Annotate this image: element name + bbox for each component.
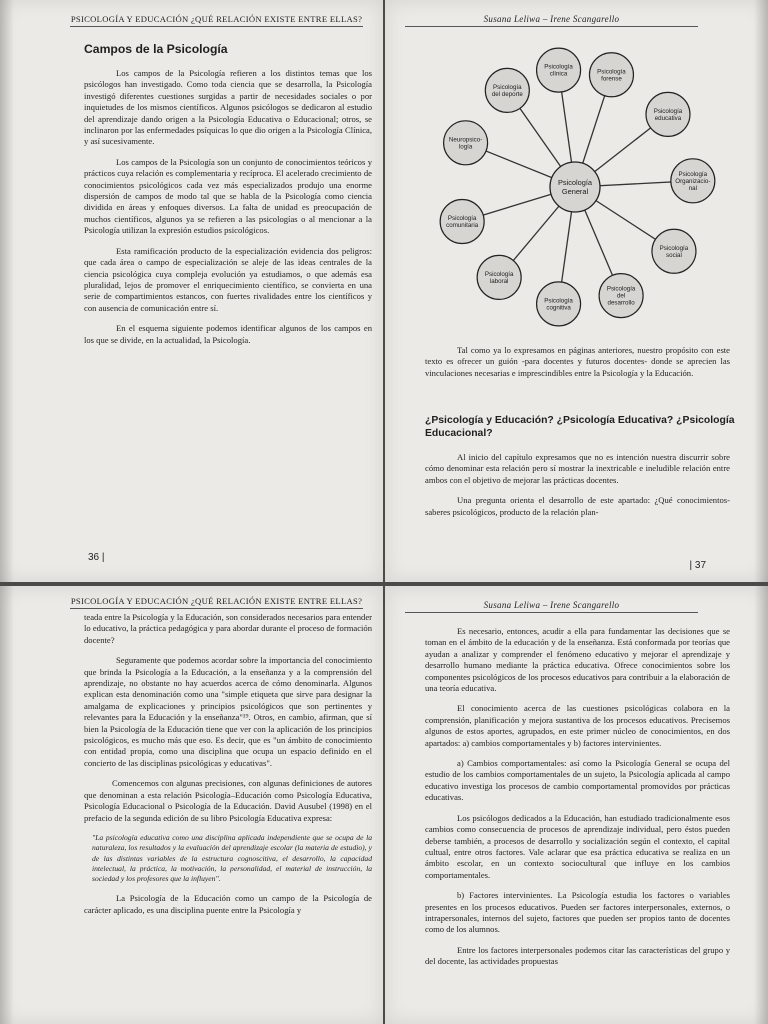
paragraph: En el esquema siguiente podemos identificar algunos de los campos en los que se divide, en la actualidad, la Psicología.	[84, 323, 372, 345]
node-label: Psicología	[653, 107, 683, 115]
node-label: social	[666, 251, 682, 259]
paragraph: El conocimiento acerca de las cuestiones psicológicas colabora en la comprensión, planificación y mejora sustantiva de los procesos educativos. Precisemos algunos de estos aportes, agrupados, en este primer núcleo de conocimientos, en dos apartados: a) cambios comportamentales y b) factores intervinientes.	[425, 703, 730, 748]
page-38	[0, 586, 383, 1024]
paragraph: Una pregunta orienta el desarrollo de este apartado: ¿Qué conocimientos-saberes psicológicos, producto de la relación plan-	[425, 495, 730, 517]
running-header: Susana Leliwa – Irene Scangarello	[405, 600, 698, 613]
page-36	[0, 0, 383, 582]
node-label: Psicología	[544, 297, 573, 305]
intro-text	[425, 345, 730, 388]
node-label: Organizacio-	[675, 177, 711, 185]
paragraph: Los psicólogos dedicados a la Educación, han estudiado tradicionalmente esos cambios como consecuencia de procesos de aprendizaje individual, pero éstos pueden deberse también, a procesos de desarrollo y socialización según el contexto, el capital cultual, entre otros factores. Vale aclarar que esa práctica educativa se realiza en un ámbito escolar, en un contexto sociocultural que influye en los cambios comportamentales.	[425, 812, 730, 880]
quote: "La psicología educativa como una disciplina aplicada independiente que se ocupa de la naturaleza, los resultados y la evaluación del aprendizaje escolar (la materia de estudio), y de las distintas variables de la estructura cognoscitiva, el desarrollo, la capacidad intelectual, la práctica, la motivación, la personalidad, el material de instrucción, la sociedad y los profesores que la influyen".	[92, 832, 372, 884]
center-node-label: Psicología	[557, 178, 593, 187]
page-number: | 37	[689, 560, 706, 571]
scan-shadow	[754, 0, 768, 582]
section-title: Campos de la Psicología	[84, 42, 228, 56]
node-label: Psicología	[678, 170, 708, 178]
running-header: PSICOLOGÍA Y EDUCACIÓN ¿QUÉ RELACIÓN EXISTE ENTRE ELLAS?	[70, 14, 363, 27]
diagram-node	[671, 159, 715, 203]
diagram-node	[485, 68, 529, 112]
page-39	[385, 586, 768, 1024]
node-label: Neuropsico-	[448, 136, 483, 144]
node-label: Psicología	[484, 270, 514, 278]
node-label: forense	[601, 75, 622, 83]
diagram-node	[440, 199, 484, 243]
psychology-fields-diagram	[425, 42, 735, 332]
node-label: Psicología	[659, 244, 689, 252]
paragraph: Los campos de la Psicología son un conjunto de conocimientos teóricos y prácticos cuya relación es complementaria y recíproca. El acelerado crecimiento de conocimientos psicológicos cada vez más especializados produjo una enorme dispersión de campos de modo tal que se habla de la Psicología como ciencia dividida en áreas y enfoques diversos. La falta de unidad es preocupación de muchos científicos, algunos ya se refieren a las psicologías o al mencionar a la Psicología utilizan la expresión estudios psicológicos.	[84, 156, 372, 236]
node-label: Psicología	[447, 214, 477, 222]
paragraph: Los campos de la Psicología refieren a los distintos temas que los psicólogos han investigado. Como toda ciencia que se desarrolla, la Psicología investigó diferentes cuestiones surgidas a partir de necesidades sociales o por inquietudes de los mismos científicos. Algunos psicólogos se dedicaron al estudio del aprendizaje dando origen a la Psicología Educativa o Educacional; otros, se inclinaron por las enfermedades psíquicas lo que dio origen a la Psicología Clínica, y así sucesivamente.	[84, 68, 372, 147]
diagram-node	[599, 274, 643, 318]
scan-shadow	[0, 0, 14, 582]
node-label: del deporte	[491, 90, 523, 98]
paragraph: Tal como ya lo expresamos en páginas anteriores, nuestro propósito con este texto es ofrecer un guión -para docentes y futuros docentes- donde se aprecien las vinculaciones necesarias e imprescindibles entre la Psicología y la Educación.	[425, 345, 730, 378]
paragraph: a) Cambios comportamentales: así como la Psicología General se ocupa del estudio de los cambios comportamentales de un sujeto, la Psicología aplicada al campo educativo investiga los procesos de cambio comportamental promovidos por prácticas educativas.	[425, 758, 730, 803]
node-label: desarrollo	[607, 299, 635, 307]
node-label: nal	[688, 184, 697, 192]
diagram-node	[537, 48, 581, 92]
node-label: del	[616, 292, 626, 300]
paragraph: Es necesario, entonces, acudir a ella para fundamentar las decisiones que se toman en el ámbito de la educación y de la enseñanza. Está conformada por teorías que ayudan a analizar y comprender el fenómeno educativo y mejorar el aprendizaje y desarrollo humano mediante la práctica educativa. Ofrece conocimientos sobre los componentes psicológicos de los procesos educativos para contribuir a la elaboración de una teoría educativa.	[425, 626, 730, 694]
body-text	[425, 452, 730, 527]
paragraph: Comencemos con algunas precisiones, con algunas definiciones de autores que denominan a esta relación Psicología–Educación como Psicología Educativa, Psicología Educacional o Psicología de la Educación. David Ausubel (1998) en el prefacio de la segunda edición de su libro Psicología Educativa expresa:	[84, 778, 372, 823]
diagram-node	[537, 282, 581, 326]
paragraph: Esta ramificación producto de la especialización evidencia dos peligros: que cada área o campo de especialización se aleje de las ideas centrales de la ciencia psicológica cuya compleja evolución ya estudiamos, o que además esa pluralidad, lejos de promover el enriquecimiento científico, se convierta en una serie de compartimientos estancos, con fuertes rivalidades entre los científicos y con ausencia de comunicación entre sí.	[84, 245, 372, 313]
diagram-center	[550, 162, 600, 212]
node-label: Psicología	[597, 68, 626, 76]
node-label: cognitiva	[546, 304, 571, 312]
running-header: PSICOLOGÍA Y EDUCACIÓN ¿QUÉ RELACIÓN EXISTE ENTRE ELLAS?	[70, 596, 363, 609]
paragraph: Seguramente que podemos acordar sobre la importancia del conocimiento que brinda la Psicología a la Educación, a la enseñanza y a la comprensión del aprendizaje, no obstante no hay acuerdos acerca de cómo denominarla. Algunos explican esta denominación como una "simple etiqueta que sirve para designar la amalgama de explicaciones y principios psicológicos que son pertinentes y relevantes para la Educación y la enseñanza"¹⁹. Otros, en cambio, afirman, que sí bien la Psicología de la Educación tiene que ver con la aplicación de los principios psicológicos, es mucho más que eso. Es decir, que es "un ámbito de conocimiento con entidad propia, como una disciplina que ocupa un espacio definido en el concierto de las disciplinas psicológicas y educativas".	[84, 655, 372, 768]
node-label: clínica	[549, 70, 568, 78]
page-number: 36 |	[88, 552, 105, 563]
diagram-node	[477, 255, 521, 299]
paragraph: teada entre la Psicología y la Educación, son considerados necesarios para entender lo educativo, la práctica pedagógica y para abordar durante el proceso de formación docente?	[84, 612, 372, 645]
scan-shadow	[0, 586, 14, 1024]
node-label: Psicología	[606, 285, 636, 293]
body-text	[84, 612, 372, 925]
paragraph: La Psicología de la Educación como un campo de la Psicología de carácter aplicado, es una disciplina puente entre la Psicología y	[84, 893, 372, 915]
diagram-node	[444, 121, 488, 165]
body-text	[425, 626, 730, 977]
node-label: educativa	[654, 114, 682, 122]
body-text	[84, 68, 372, 355]
diagram-node	[652, 229, 696, 273]
diagram-node	[646, 92, 690, 136]
paragraph: Entre los factores interpersonales podemos citar las características del grupo y del docente, las actividades propuestas	[425, 944, 730, 967]
node-label: logía	[458, 143, 473, 151]
center-node-label: General	[561, 187, 589, 196]
node-label: comunitaria	[446, 221, 479, 229]
paragraph: b) Factores intervinientes. La Psicología estudia los factores o variables presentes en los procesos educativos. Pueden ser factores interpersonales, externos, o intrapersonales, internos del sujeto, factores que pueden ser propios tanto de docentes como de los alumnos.	[425, 890, 730, 935]
running-header: Susana Leliwa – Irene Scangarello	[405, 14, 698, 27]
paragraph: Al inicio del capítulo expresamos que no es intención nuestra discurrir sobre cómo denominar esta relación pero sí mostrar la inextricable e ineludible relación entre ambos con el objetivo de mejorar las prácticas docentes.	[425, 452, 730, 485]
node-label: laboral	[489, 277, 509, 285]
diagram-node	[589, 53, 633, 97]
node-label: Psicología	[544, 63, 573, 71]
node-label: Psicología	[493, 83, 522, 91]
scan-shadow	[754, 586, 768, 1024]
subsection-title: ¿Psicología y Educación? ¿Psicología Educativa? ¿Psicología Educacional?	[425, 415, 735, 439]
page-37	[385, 0, 768, 582]
